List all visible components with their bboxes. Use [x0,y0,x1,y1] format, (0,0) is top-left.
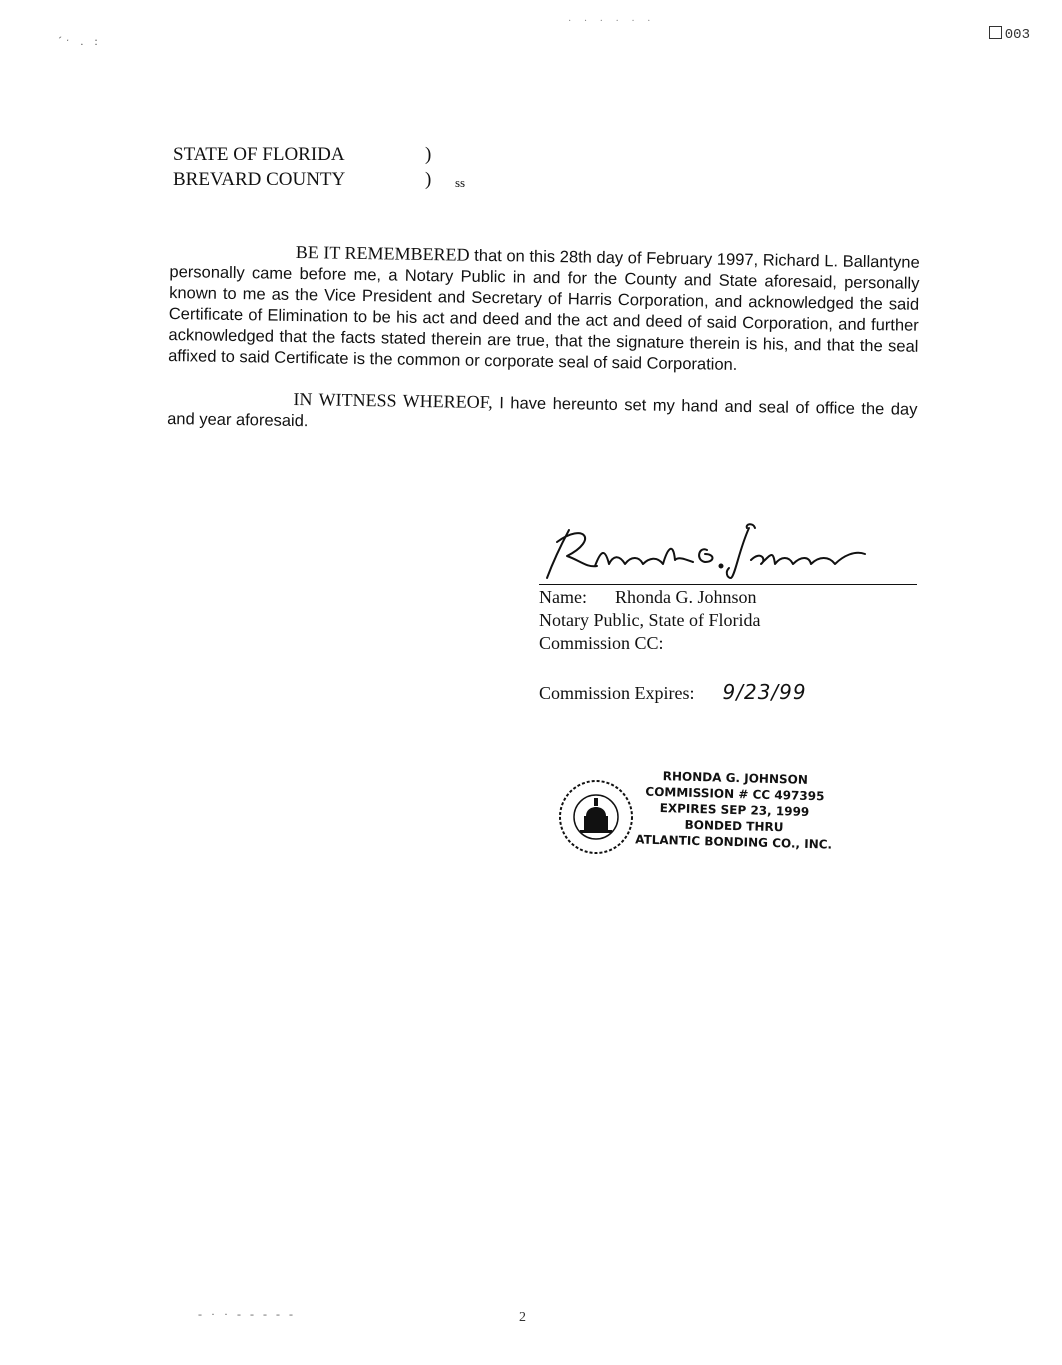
venue-county-row [173,167,466,192]
scan-artifact: ˊˑ . : [58,34,102,48]
acknowledgment-paragraph [168,240,920,379]
notary-title: Notary Public, State of Florida [539,610,761,630]
signature-line [539,584,917,585]
scan-artifact: - · · - - - - - [198,1307,296,1321]
venue-ss: ss [455,175,466,190]
stamp-line: BONDED THRU [684,817,784,835]
acknowledgment-body [167,240,920,462]
scan-artifact: · · · · · · [568,16,656,27]
commission-expires-date: 9/23/99 [722,680,807,704]
handwritten-signature [539,520,869,580]
venue-state-row [173,142,432,167]
fax-icon [989,26,1002,39]
fax-page-marker: 003 [989,26,1030,43]
stamp-line: RHONDA G. JOHNSON [662,769,809,787]
acknowledgment-text: that on this 28th day of February 1997, Richard L. Ballantyne personally came before me, a Notary Public in and for the County and State aforesaid, personally known to me as the Vice President and Secretary of Harris Corporation, and acknowledged the said Certificate of Elimination to be his act and deed and the act and deed of said Corporation, and further acknowledged that the facts stated therein are true, that the signature therein is his, and that the seal affixed to said Certificate is the common or corporate seal of said Corporation. [168,246,920,374]
notary-details [539,586,760,655]
notary-name-row [539,586,760,609]
venue-paren: ) [425,144,432,165]
notary-seal-icon [556,772,636,862]
stamp-line: ATLANTIC BONDING CO., INC. [635,832,833,852]
witness-lead: IN WITNESS WHEREOF, [293,388,493,413]
acknowledgment-lead: BE IT REMEMBERED [295,241,470,265]
venue-county: BREVARD COUNTY [173,169,346,190]
venue-caption [173,142,466,192]
stamp-line: EXPIRES SEP 23, 1999 [659,801,810,819]
stamp-text [635,767,834,852]
notary-stamp [556,770,856,865]
commission-expires-label: Commission Expires: [539,683,695,703]
stamp-line: COMMISSION # CC 497395 [645,784,825,804]
venue-paren: ) [425,169,432,190]
witness-paragraph [167,387,918,442]
name-label: Name: [539,587,587,607]
page-number: 2 [519,1310,526,1325]
commission-number: Commission CC: [539,633,664,653]
commission-expires-row [539,680,807,704]
witness-text: I have hereunto set my hand and seal of office the day and year aforesaid. [167,394,918,431]
venue-state: STATE OF FLORIDA [173,144,345,165]
notary-name: Rhonda G. Johnson [614,587,757,607]
